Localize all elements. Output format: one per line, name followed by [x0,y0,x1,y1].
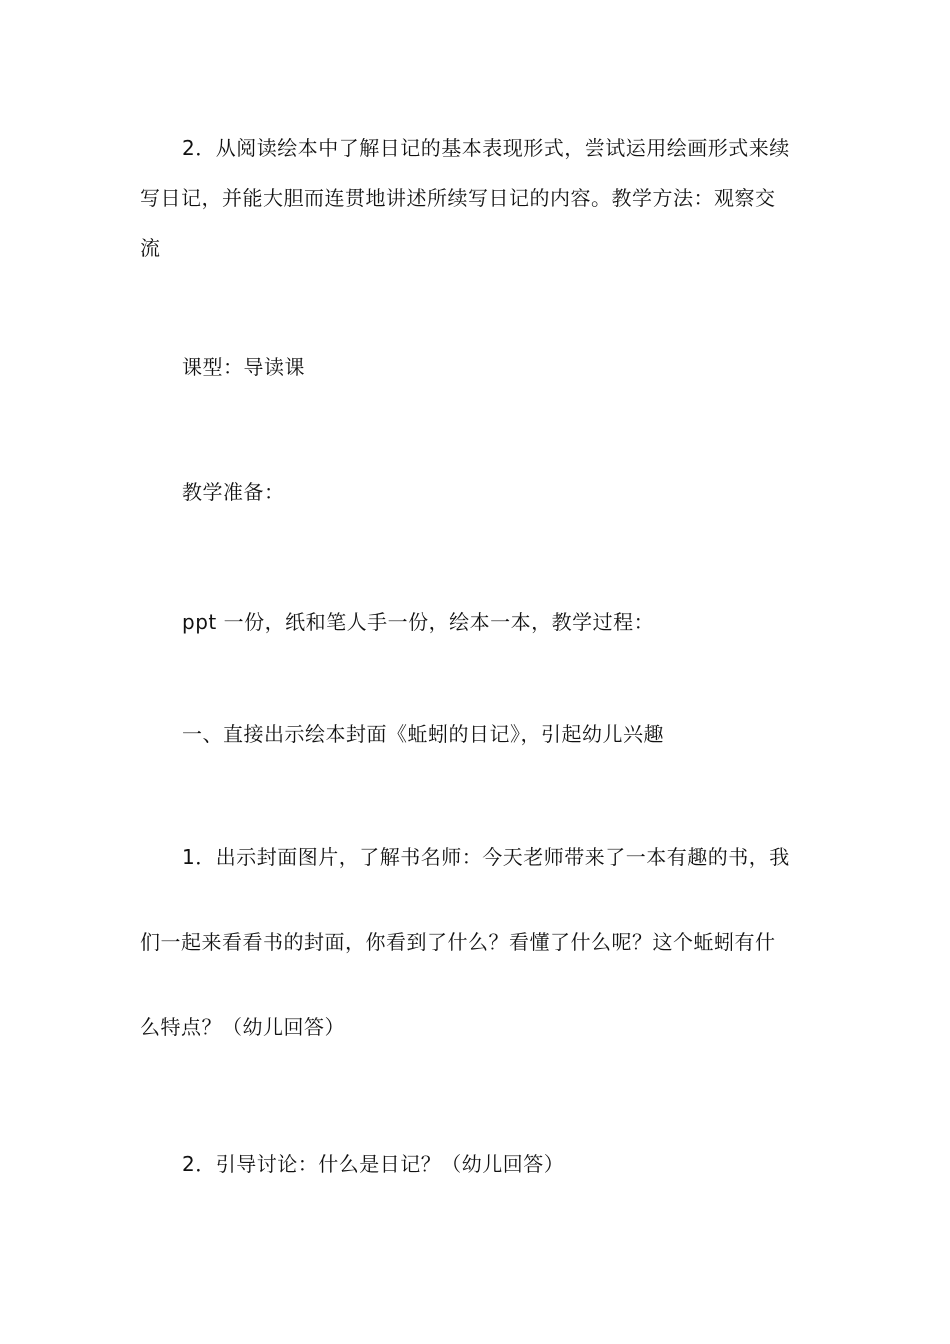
step-1-line-1: 1．出示封面图片，了解书名师：今天老师带来了一本有趣的书，我 [182,845,790,869]
teaching-prep-items: ppt 一份，纸和笔人手一份，绘本一本，教学过程： [182,610,655,634]
step-1-line-3: 么特点？（幼儿回答） [140,1015,345,1039]
objective-2-line-3: 流 [140,236,161,260]
objective-2-line-2: 写日记，并能大胆而连贯地讲述所续写日记的内容。教学方法：观察交 [140,186,776,210]
teaching-prep-heading: 教学准备： [182,480,285,504]
section-1-heading: 一、直接出示绘本封面《蚯蚓的日记》，引起幼儿兴趣 [182,722,664,746]
step-2-line: 2．引导讨论：什么是日记？（幼儿回答） [182,1152,565,1176]
step-1-line-2: 们一起来看看书的封面，你看到了什么？看懂了什么呢？这个蚯蚓有什 [140,930,776,954]
objective-2-line-1: 2．从阅读绘本中了解日记的基本表现形式，尝试运用绘画形式来续 [182,136,790,160]
lesson-type-line: 课型：导读课 [182,355,305,379]
